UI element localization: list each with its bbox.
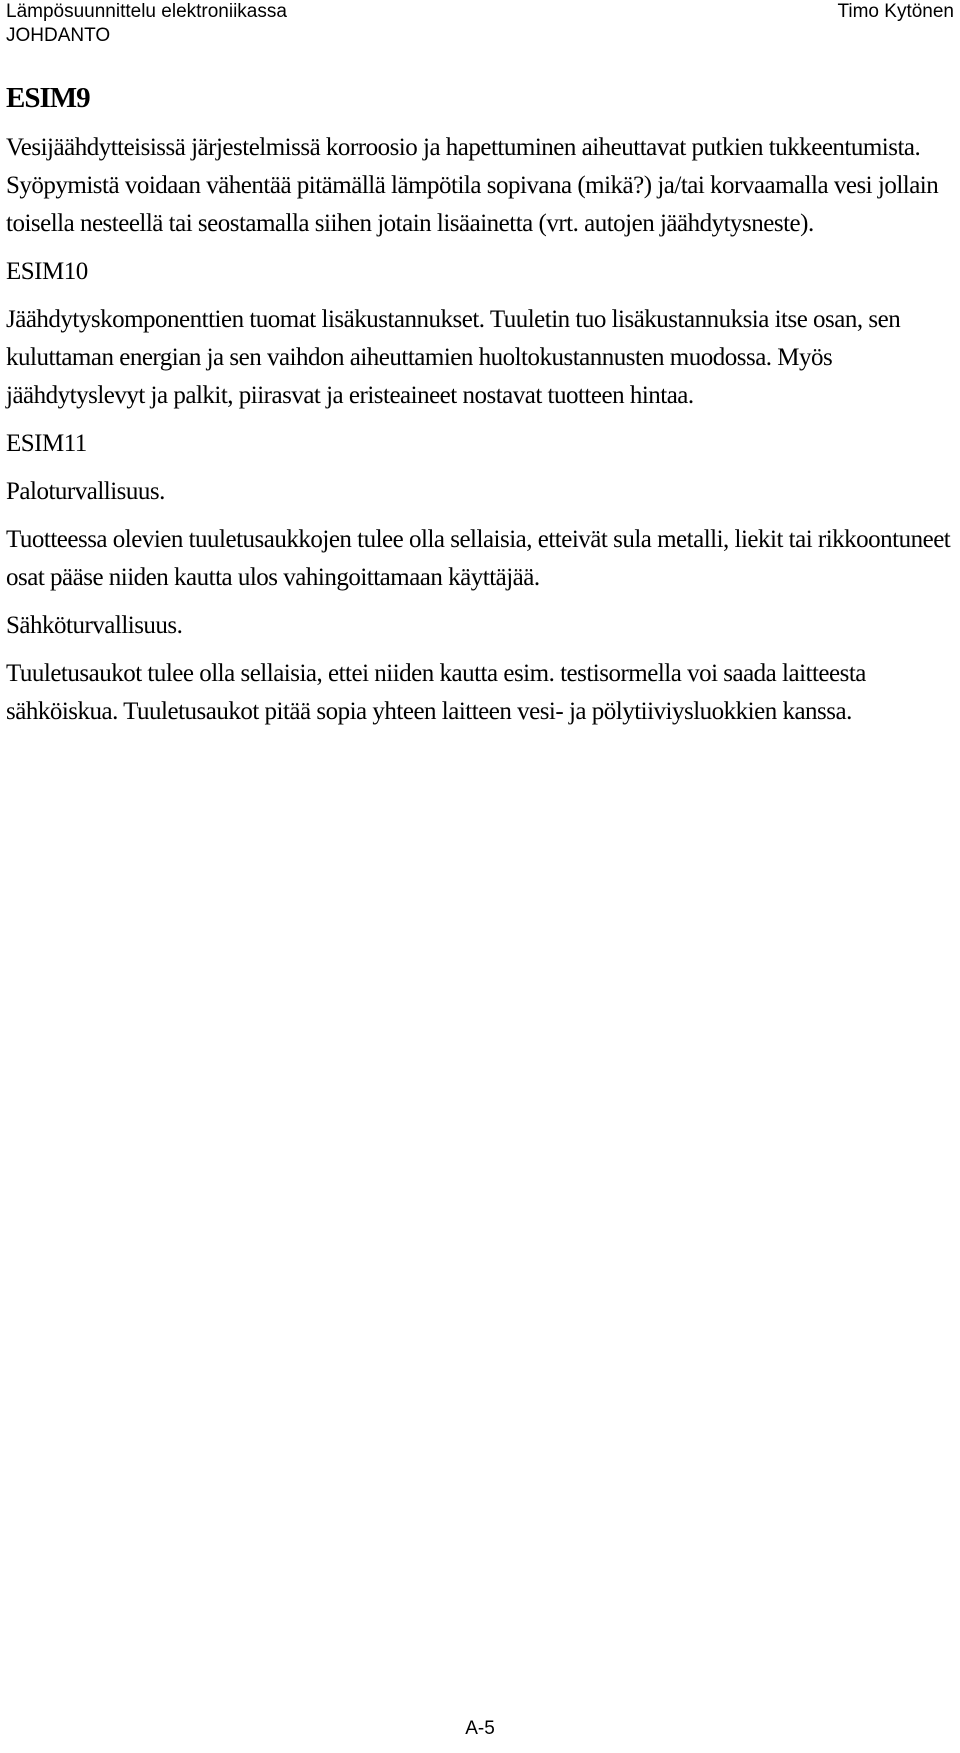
document-title: Lämpösuunnittelu elektroniikassa (6, 1, 287, 22)
page-header (6, 0, 954, 52)
chapter-label: JOHDANTO (6, 25, 111, 46)
esim9-paragraph: Vesijäähdytteisissä järjestelmissä korroosio ja hapettuminen aiheuttavat putkien tukkeentumista. Syöpymistä voidaan vähentää pitämällä lämpötila sopivana (mikä?) ja/tai korvaamalla vesi jollain toisella nesteellä tai seostamalla siihen jotain lisäainetta (vrt. autojen jäähdytysneste). (6, 134, 939, 237)
header-left (6, 0, 287, 48)
esim10-heading: ESIM10 (6, 258, 88, 285)
fire-safety-paragraph: Tuotteessa olevien tuuletusaukkojen tulee olla sellaisia, etteivät sula metalli, liekit tai rikkoontuneet osat pääse niiden kautta ulos vahingoittamaan käyttäjää. (6, 526, 951, 591)
esim11-section (6, 425, 954, 731)
electrical-safety-paragraph: Tuuletusaukot tulee olla sellaisia, ettei niiden kautta esim. testisormella voi saada laitteesta sähköiskua. Tuuletusaukot pitää sopia yhteen laitteen vesi- ja pölytiiviysluokkien kanssa. (6, 660, 866, 725)
page-number: A-5 (465, 1718, 495, 1739)
electrical-safety-heading: Sähköturvallisuus. (6, 612, 183, 639)
esim9-heading: ESIM9 (6, 82, 90, 114)
page-footer (0, 1717, 960, 1741)
esim9-section (6, 78, 954, 243)
page-content (6, 78, 954, 741)
esim10-paragraph: Jäähdytyskomponenttien tuomat lisäkustannukset. Tuuletin tuo lisäkustannuksia itse osan, sen kuluttaman energian ja sen vaihdon aiheuttamien huoltokustannusten muodossa. Myös jäähdytyslevyt ja palkit, piirasvat ja eristeaineet nostavat tuotteen hintaa. (6, 306, 901, 409)
header-right (837, 0, 954, 24)
esim10-section (6, 253, 954, 415)
esim11-heading: ESIM11 (6, 430, 87, 457)
author-name: Timo Kytönen (837, 1, 954, 22)
fire-safety-heading: Paloturvallisuus. (6, 478, 165, 505)
